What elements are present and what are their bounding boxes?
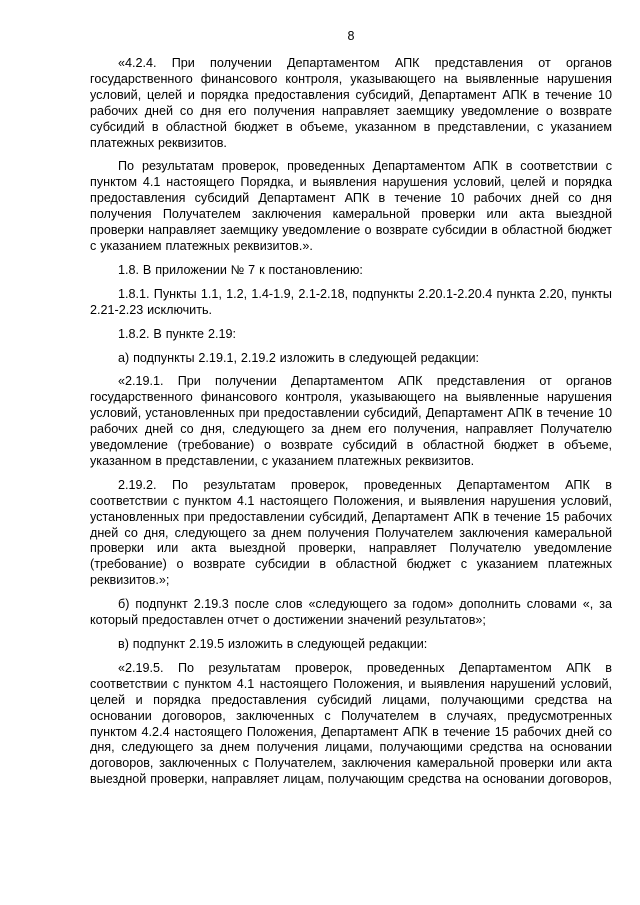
paragraph-subitem-b: б) подпункт 2.19.3 после слов «следующего за годом» дополнить словами «, за который предоставлен отчет о достижении значений результатов»; — [90, 597, 612, 628]
document-page — [90, 28, 612, 793]
paragraph-inspection-results: По результатам проверок, проведенных Департаментом АПК в соответствии с пунктом 4.1 настоящего Порядка, и выявления нарушения условий, целей и порядка предоставления субсидий Департамент АПК в течение 10 рабочих дней со дня получения Получателем заключения камеральной проверки или акта выездной проверки направляет заемщику уведомление о возврате субсидии в областной бюджет с указанием платежных реквизитов.». — [90, 159, 612, 253]
paragraph-2-19-2: 2.19.2. По результатам проверок, проведенных Департаментом АПК в соответствии с пунктом 4.1 настоящего Положения, и выявления нарушения условий, установленных при предоставлении субсидий, Департамент АПК в течение 15 рабочих дней со дня, следующего за днем получения Получателем заключения камеральной проверки или акта выездной проверки, направляет Получателю уведомление (требование) о возврате субсидии в областной бюджет с указанием платежных реквизитов.»; — [90, 477, 612, 588]
paragraph-1-8-1: 1.8.1. Пункты 1.1, 1.2, 1.4-1.9, 2.1-2.18, подпункты 2.20.1-2.20.4 пункта 2.20, пункты 2.21-2.23 исключить. — [90, 286, 612, 317]
paragraph-subitem-a: а) подпункты 2.19.1, 2.19.2 изложить в следующей редакции: — [118, 350, 480, 365]
paragraph-4-2-4: «4.2.4. При получении Департаментом АПК представления от органов государственного финансового контроля, указывающего на выявленные нарушения условий, целей и порядка предоставления субсидий, Департамент АПК в течение 10 рабочих дней со дня его получения направляет заемщику уведомление о возврате субсидий в областной бюджет в объеме, указанном в представлении, с указанием платежных реквизитов. — [90, 56, 612, 150]
page-number: 8 — [347, 29, 355, 43]
paragraph-2-19-5: «2.19.5. По результатам проверок, проведенных Департаментом АПК в соответствии с пунктом 4.1 настоящего Положения, и выявления нарушений условий, целей и порядка предоставления субсидий лицами, получающими средства на основании договоров, заключенных с Получателем в случаях, предусмотренных пунктом 4.2.4 настоящего Положения, Департамент АПК в течение 15 рабочих дней со дня, следующего за днем получения лицами, получающими средства на основании договоров, заключенных с Получателем, заключения камеральной проверки или акта выездной проверки, направляет лицам, получающим средства на основании договоров, — [90, 660, 612, 787]
paragraph-1-8-2: 1.8.2. В пункте 2.19: — [118, 326, 236, 341]
paragraph-subitem-v: в) подпункт 2.19.5 изложить в следующей редакции: — [118, 637, 428, 651]
paragraph-2-19-1: «2.19.1. При получении Департаментом АПК представления от органов государственного финансового контроля, указывающего на выявленные нарушения условий, установленных при предоставлении субсидий, Департамент АПК в течение 10 рабочих дней со дня, следующего за днем его получения, направляет Получателю уведомление (требование) о возврате субсидий в областной бюджет в объеме, указанном в представлении, с указанием платежных реквизитов. — [90, 374, 612, 468]
paragraph-1-8: 1.8. В приложении № 7 к постановлению: — [118, 262, 363, 277]
